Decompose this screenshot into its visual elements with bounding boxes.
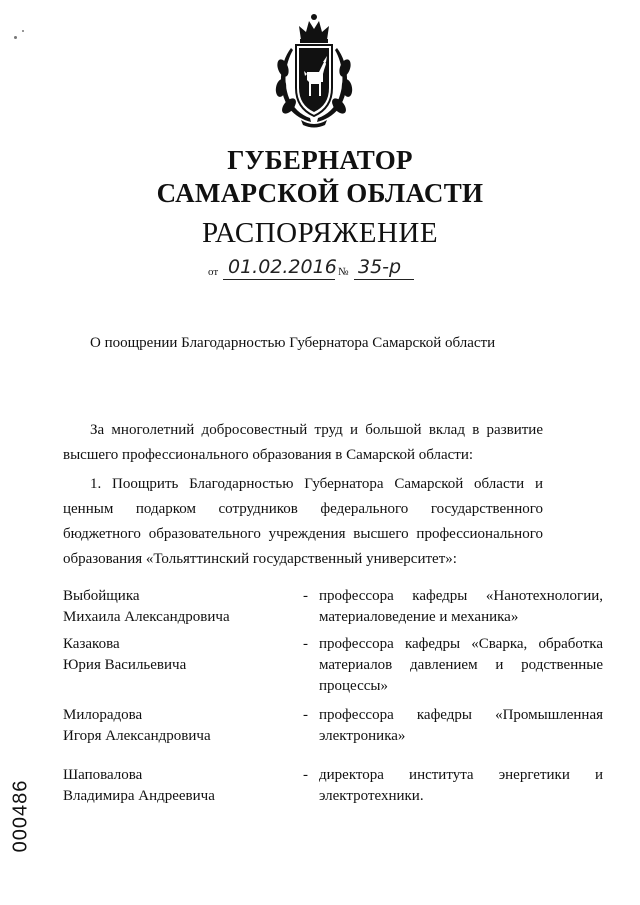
dash-separator: - xyxy=(303,707,308,723)
date-underline xyxy=(223,279,335,280)
title-governor: ГУБЕРНАТОР xyxy=(227,145,413,175)
dash-separator: - xyxy=(303,767,308,783)
person-position: профессора кафедры «Нанотехнологии, материаловедение и механика» xyxy=(319,588,603,625)
person-position: директора института энергетики и электротехники. xyxy=(319,767,603,804)
person-name xyxy=(63,634,238,676)
document-subject: О поощрении Благодарностью Губернатора Самарской области xyxy=(90,335,496,351)
number-value: 35-р xyxy=(358,256,402,278)
person-name xyxy=(63,765,238,807)
title-region: САМАРСКОЙ ОБЛАСТИ xyxy=(156,178,484,208)
person-given-name: Владимира Андреевича xyxy=(63,788,215,804)
person-position: профессора кафедры «Промышленная электроника» xyxy=(319,707,603,744)
date-value: 01.02.2016 xyxy=(228,256,337,278)
person-given-name: Юрия Васильевича xyxy=(63,657,187,673)
stamp-number: 000486 xyxy=(9,779,32,853)
person-surname: Выбойщика xyxy=(63,588,140,604)
dash-separator: - xyxy=(303,588,308,604)
person-position: профессора кафедры «Сварка, обработка материалов давлением и родственные процессы» xyxy=(319,636,603,694)
coat-of-arms-emblem xyxy=(271,12,357,128)
number-underline xyxy=(354,279,414,280)
scan-speck xyxy=(22,30,24,32)
person-surname: Шаповалова xyxy=(63,767,143,783)
document-type: РАСПОРЯЖЕНИЕ xyxy=(201,217,439,249)
crown-icon xyxy=(299,14,329,43)
person-name xyxy=(63,705,238,747)
person-name xyxy=(63,586,238,628)
registration-stamp xyxy=(6,776,36,856)
item-1-paragraph: 1. Поощрить Благодарностью Губернатора Самарской области и ценным подарком сотрудников федерального государственного бюджетного образовательного учреждения высшего профессионального образования «Тольяттинский государственный университет»: xyxy=(63,476,543,567)
person-given-name: Игоря Александровича xyxy=(63,728,211,744)
person-surname: Казакова xyxy=(63,636,120,652)
person-surname: Милорадова xyxy=(63,707,143,723)
preamble-paragraph: За многолетний добросовестный труд и большой вклад в развитие высшего профессионального образования в Самарской области: xyxy=(63,422,543,463)
dash-separator: - xyxy=(303,636,308,652)
number-prefix: № xyxy=(338,266,349,278)
scan-speck xyxy=(14,36,17,39)
date-prefix: от xyxy=(208,266,219,278)
person-given-name: Михаила Александровича xyxy=(63,609,230,625)
